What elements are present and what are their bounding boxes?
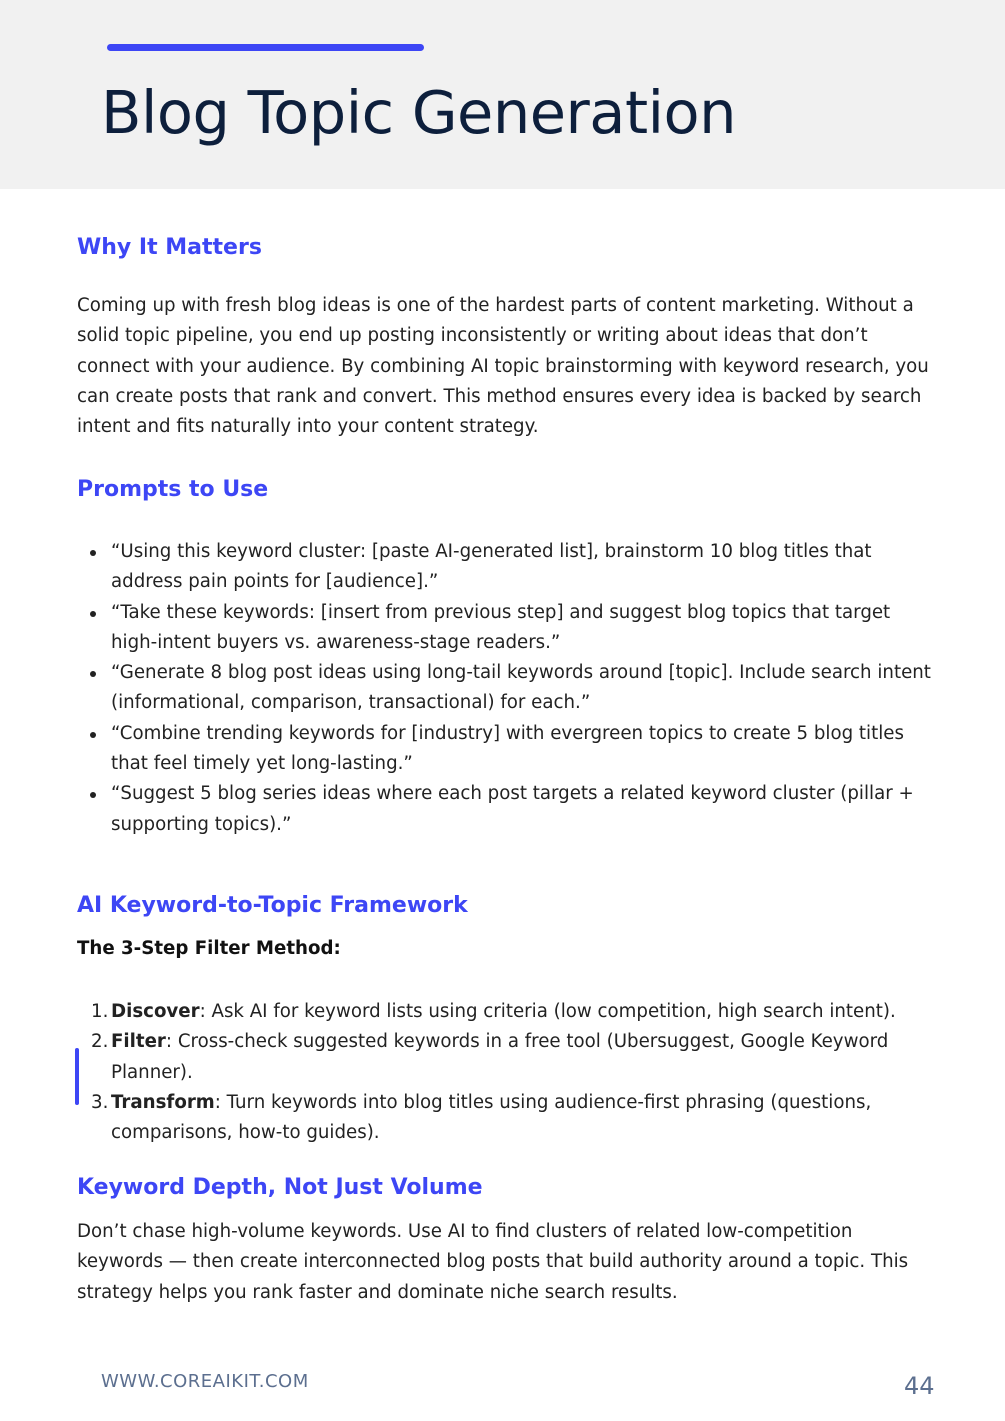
step-text: : Ask AI for keyword lists using criteria (low competition, high search intent).	[199, 1001, 896, 1022]
accent-bar	[107, 44, 424, 51]
framework-heading: AI Keyword-to-Topic Framework	[77, 893, 468, 918]
list-item: “Generate 8 blog post ideas using long-tail keywords around [topic]. Include search intent (informational, comparison, transactional) for each.”	[77, 658, 937, 719]
page-number: 44	[904, 1372, 935, 1400]
page-header	[0, 0, 1005, 189]
list-item	[77, 1088, 937, 1149]
footer-url[interactable]: WWW.COREAIKIT.COM	[101, 1371, 309, 1392]
list-item: “Suggest 5 blog series ideas where each post targets a related keyword cluster (pillar + supporting topics).”	[77, 779, 937, 840]
step-number: 2.	[91, 1031, 109, 1053]
why-heading: Why It Matters	[77, 235, 262, 260]
page-title: Blog Topic Generation	[101, 78, 736, 147]
prompts-list	[77, 537, 937, 840]
step-text: : Cross-check suggested keywords in a free tool (Ubersuggest, Google Keyword Planner).	[111, 1031, 889, 1083]
step-text: : Turn keywords into blog titles using audience-first phrasing (questions, comparisons, how-to guides).	[111, 1091, 872, 1144]
step-term: Discover	[111, 1001, 200, 1022]
steps-list	[77, 997, 937, 1148]
step-number: 3.	[91, 1091, 109, 1113]
step-number: 1.	[91, 1001, 109, 1022]
list-item	[77, 997, 937, 1027]
step-term: Filter	[111, 1031, 166, 1053]
list-item	[77, 1027, 937, 1088]
list-item: “Using this keyword cluster: [paste AI-generated list], brainstorm 10 blog titles that address pain points for [audience].”	[77, 537, 937, 598]
why-body: Coming up with fresh blog ideas is one of the hardest parts of content marketing. Without a solid topic pipeline, you end up posting inconsistently or writing about ideas that don’t connect with your audience. By combining AI topic brainstorming with keyword research, you can create posts that rank and convert. This method ensures every idea is backed by search intent and fits naturally into your content strategy.	[77, 295, 929, 438]
depth-heading: Keyword Depth, Not Just Volume	[77, 1175, 483, 1200]
list-item: “Combine trending keywords for [industry] with evergreen topics to create 5 blog titles that feel timely yet long-lasting.”	[77, 719, 937, 780]
step-term: Transform	[111, 1091, 215, 1113]
prompts-heading: Prompts to Use	[77, 477, 269, 502]
list-item: “Take these keywords: [insert from previous step] and suggest blog topics that target high-intent buyers vs. awareness-stage readers.”	[77, 598, 937, 659]
depth-body: Don’t chase high-volume keywords. Use AI to find clusters of related low-competition keywords — then create interconnected blog posts that build authority around a topic. This strategy helps you rank faster and dominate niche search results.	[77, 1221, 909, 1303]
framework-subheading: The 3-Step Filter Method:	[77, 938, 341, 959]
